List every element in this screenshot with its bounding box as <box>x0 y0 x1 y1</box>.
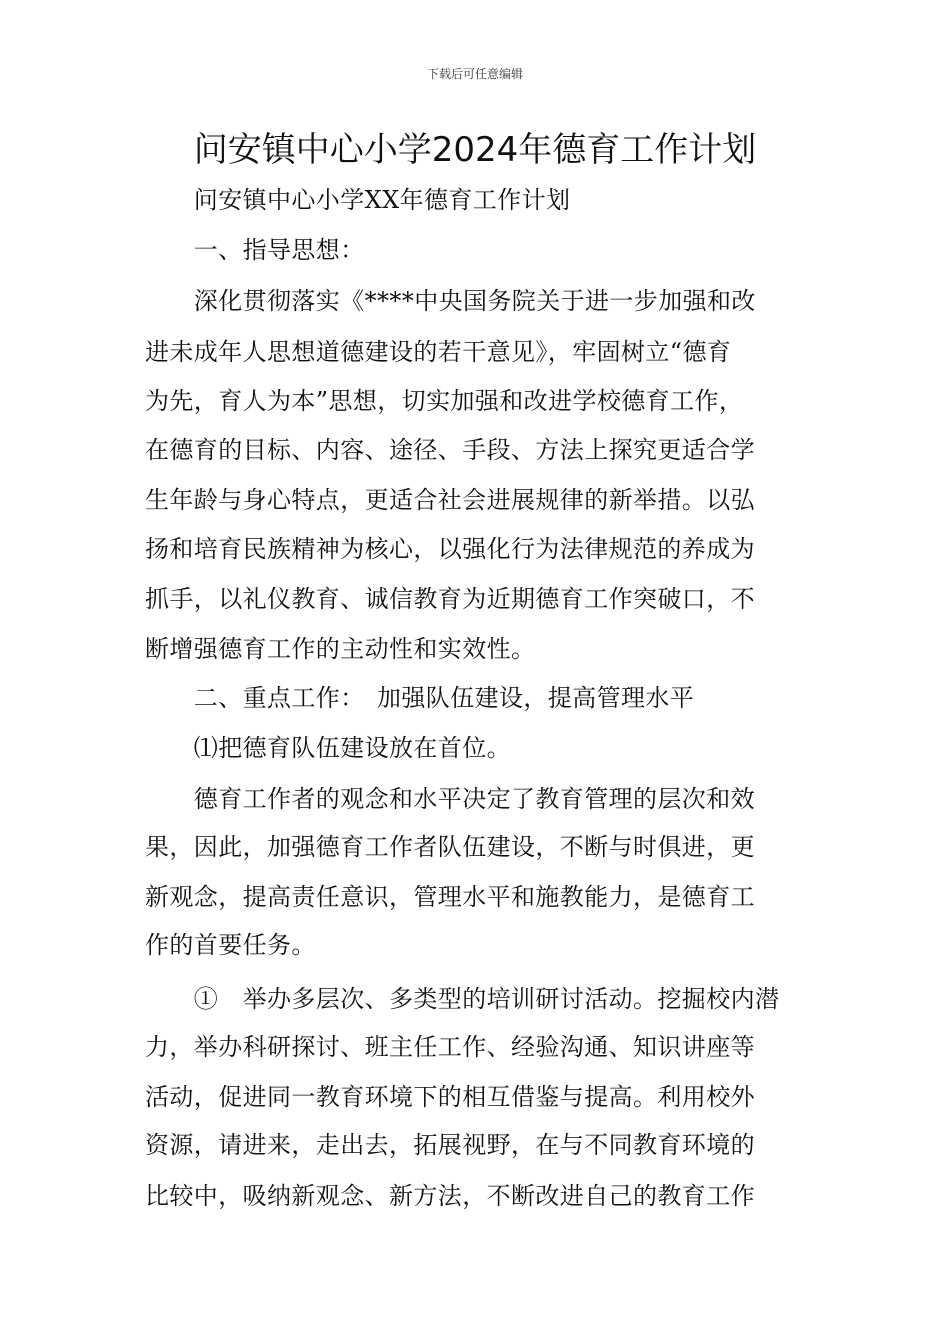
subsection-heading: ⑴把德育队伍建设放在首位。 <box>145 734 511 762</box>
body-line: 进未成年人思想道德建设的若干意见》，牢固树立“德育 <box>145 338 732 366</box>
body-line: 断增强德育工作的主动性和实效性。 <box>145 635 536 663</box>
body-line: 果，因此，加强德育工作者队伍建设，不断与时俱进，更 <box>145 833 755 861</box>
body-line: 活动，促进同一教育环境下的相互借鉴与提高。利用校外 <box>145 1083 755 1111</box>
section-heading: 二、重点工作： 加强队伍建设，提高管理水平 <box>145 684 695 712</box>
body-line: 力，举办科研探讨、班主任工作、经验沟通、知识讲座等 <box>145 1033 755 1061</box>
body-line: 资源，请进来，走出去，拓展视野，在与不同教育环境的 <box>145 1131 755 1159</box>
header-note: 下载后可任意编辑 <box>426 67 523 81</box>
document-title: 问安镇中心小学2024年德育工作计划 <box>193 130 757 170</box>
body-line: 深化贯彻落实《****中央国务院关于进一步加强和改 <box>145 287 756 315</box>
body-line: 抓手，以礼仪教育、诚信教育为近期德育工作突破口，不 <box>145 585 755 613</box>
subtitle-line: 问安镇中心小学XX年德育工作计划 <box>145 186 571 214</box>
body-line: 作的首要任务。 <box>145 931 316 959</box>
body-line: 扬和培育民族精神为核心，以强化行为法律规范的养成为 <box>145 535 755 563</box>
body-line: 在德育的目标、内容、途径、手段、方法上探究更适合学 <box>145 436 755 464</box>
body-line: 比较中，吸纳新观念、新方法，不断改进自己的教育工作 <box>145 1182 755 1210</box>
body-line: 为先，育人为本”思想，切实加强和改进学校德育工作， <box>145 387 744 415</box>
body-line: 德育工作者的观念和水平决定了教育管理的层次和效 <box>145 785 755 813</box>
body-line: 新观念，提高责任意识，管理水平和施教能力，是德育工 <box>145 883 755 911</box>
body-line: ① 举办多层次、多类型的培训研讨活动。挖掘校内潜 <box>145 985 780 1013</box>
section-heading: 一、指导思想： <box>145 236 365 264</box>
body-line: 生年龄与身心特点，更适合社会进展规律的新举措。以弘 <box>145 486 755 514</box>
